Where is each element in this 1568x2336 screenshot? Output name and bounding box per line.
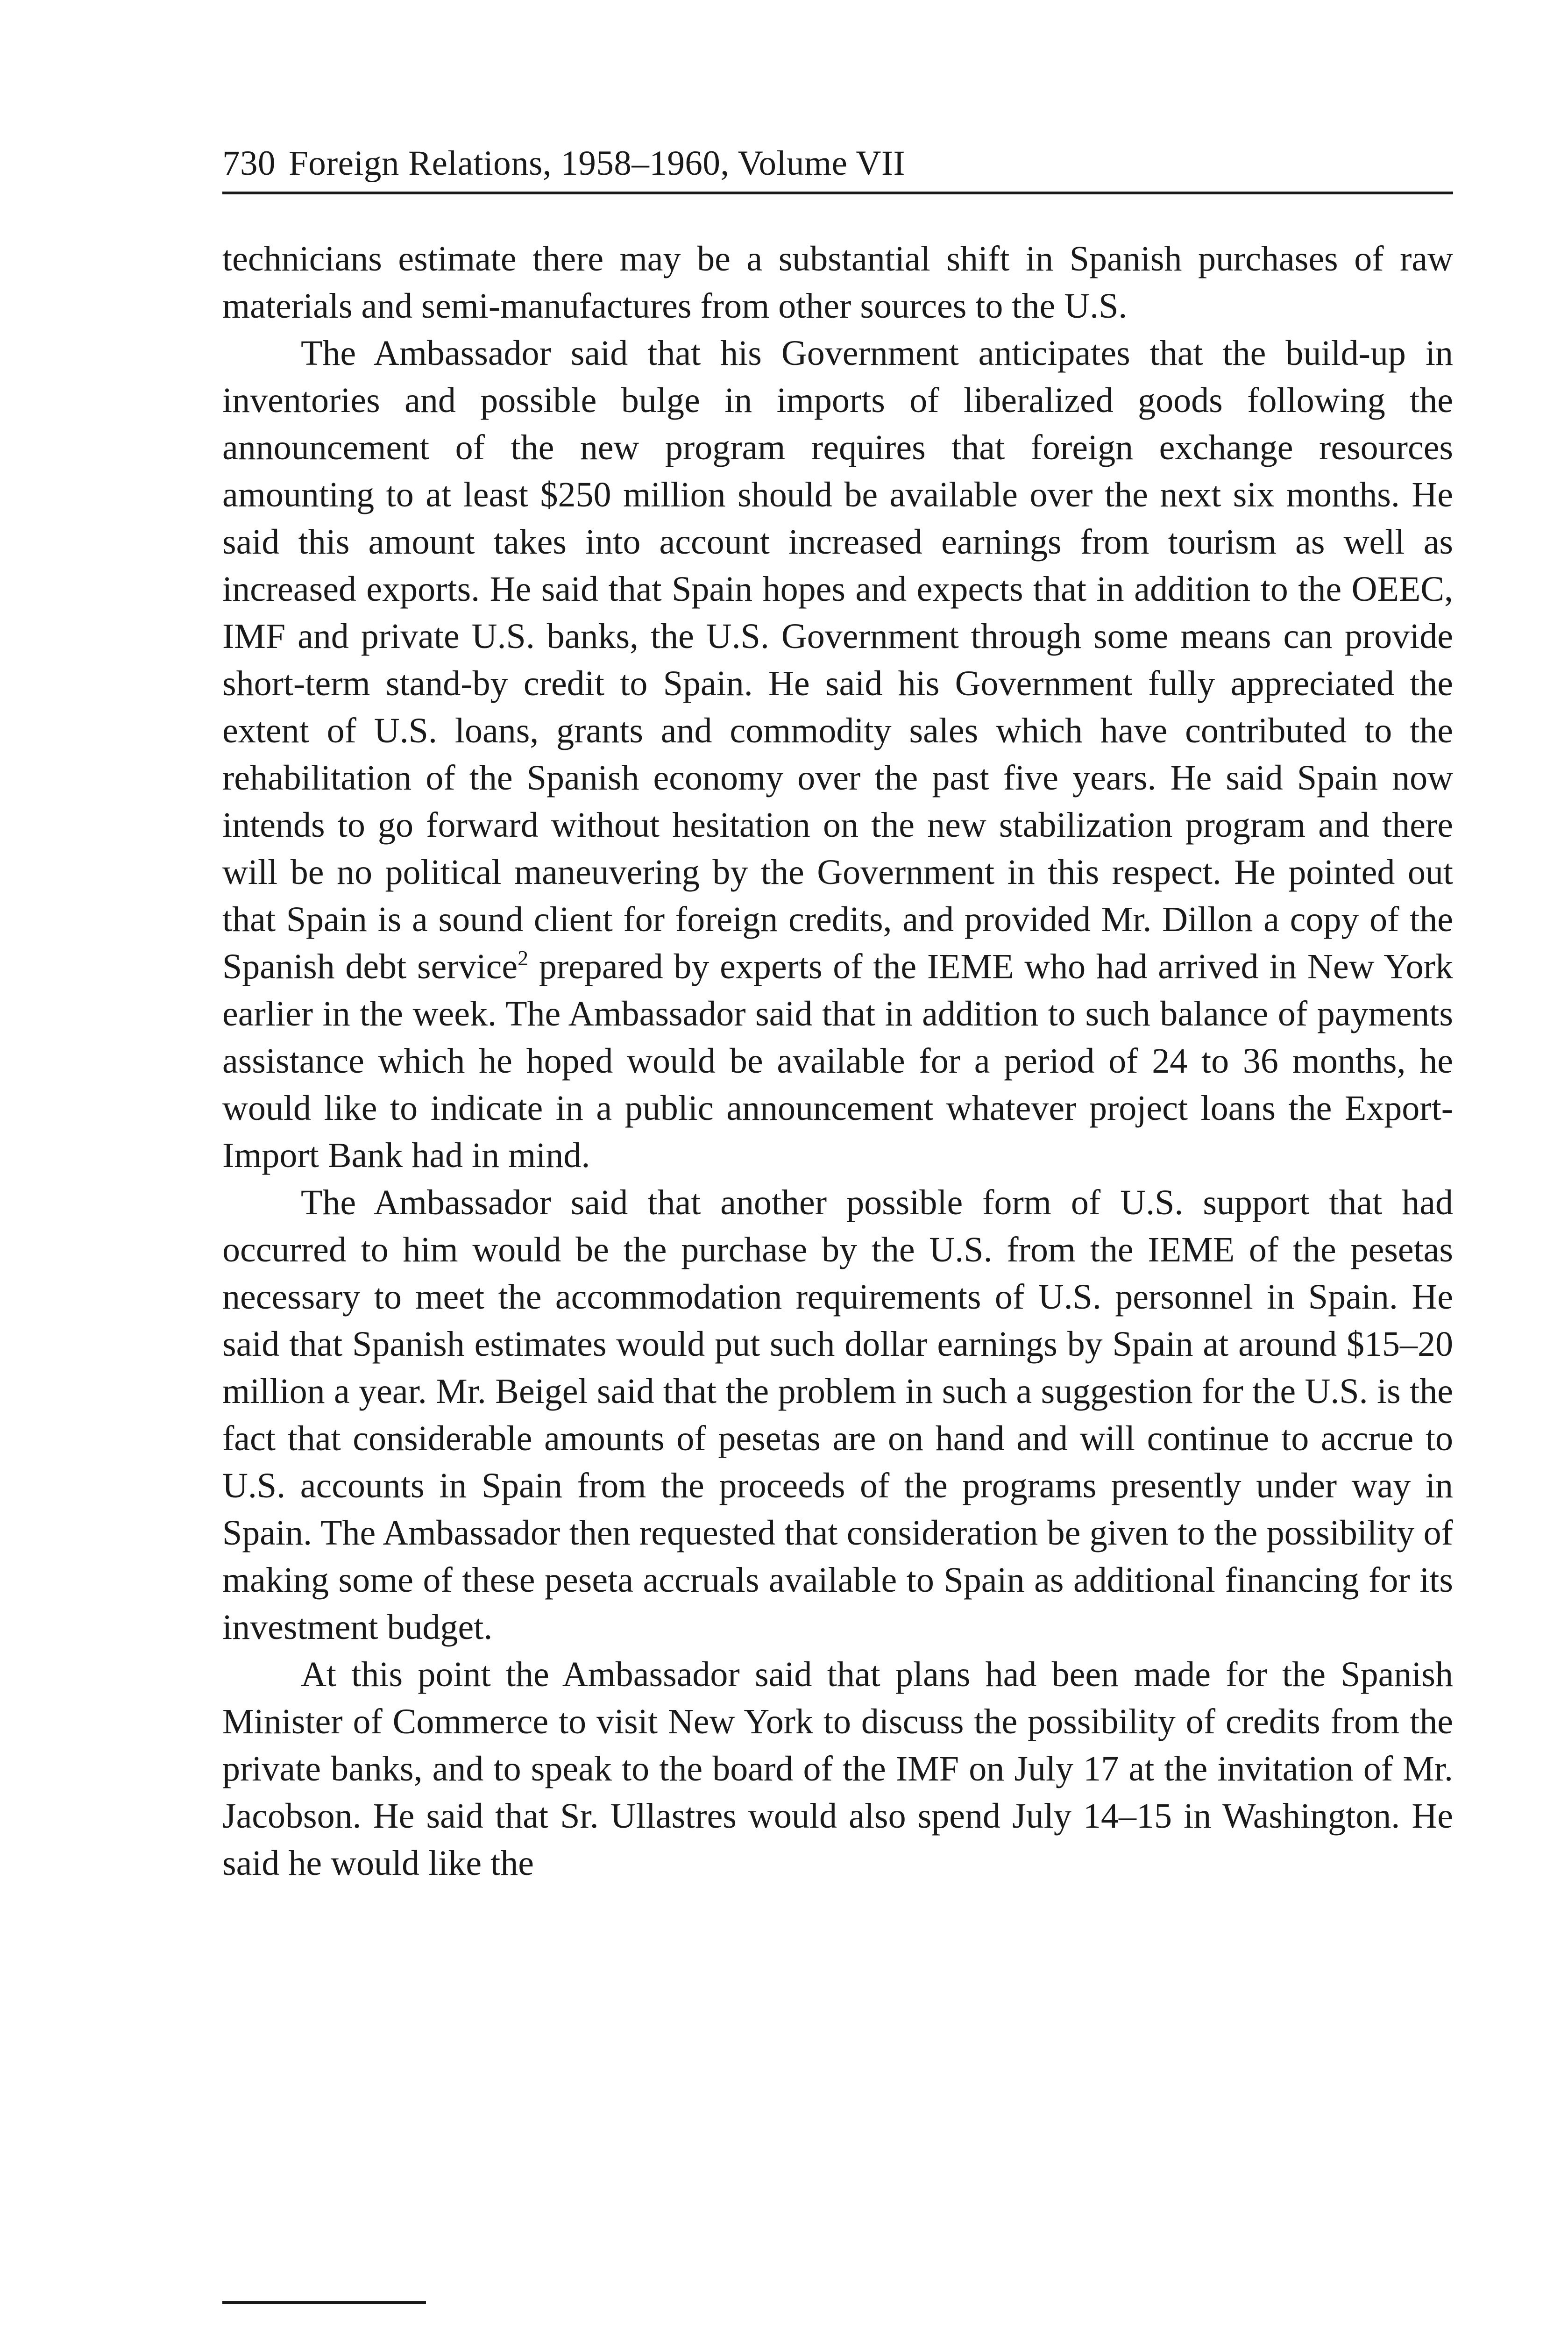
page	[222, 140, 1453, 1887]
paragraph-2-part-1: The Ambassador said that his Government anticipates that the build-up in inventories and possible bulge in imports of liberalized goods following the announcement of the new program requires that foreign exchange resources amounting to at least $250 million should be available over the next six months. He said this amount takes into account increased earnings from tourism as well as increased exports. He said that Spain hopes and expects that in addition to the OEEC, IMF and private U.S. banks, the U.S. Government through some means can provide short-term stand-by credit to Spain. He said his Government fully appreciated the extent of U.S. loans, grants and commodity sales which have contributed to the rehabilitation of the Spanish economy over the past five years. He said Spain now intends to go forward without hesitation on the new stabilization program and there will be no political maneuvering by the Government in this respect. He pointed out that Spain is a sound client for foreign credits, and provided Mr. Dillon a copy of the Spanish debt service	[222, 334, 1453, 986]
body-text	[222, 235, 1453, 1887]
paragraph-2	[222, 330, 1453, 1179]
book-title: Foreign Relations, 1958–1960, Volume VII	[289, 144, 905, 183]
running-head	[222, 140, 1453, 194]
paragraph-2-part-2: prepared by experts of the IEME who had arrived in New York earlier in the week. The Ambassador said that in addition to such balance of payments assistance which he hoped would be available for a period of 24 to 36 months, he would like to indicate in a public announcement whatever project loans the Export-Import Bank had in mind.	[222, 947, 1453, 1175]
footnote-reference: 2	[518, 946, 529, 970]
paragraph-1: technicians estimate there may be a substantial shift in Spanish purchases of raw materials and semi-manufactures from other sources to the U.S.	[222, 239, 1453, 326]
page-number: 730	[222, 144, 276, 183]
footnote-rule	[222, 2301, 426, 2304]
paragraph-4: At this point the Ambassador said that plans had been made for the Spanish Minister of Commerce to visit New York to discuss the possibility of credits from the private banks, and to speak to the board of the IMF on July 17 at the invitation of Mr. Jacobson. He said that Sr. Ullastres would also spend July 14–15 in Washington. He said he would like the	[222, 1655, 1453, 1883]
paragraph-3: The Ambassador said that another possible form of U.S. support that had occurred to him would be the purchase by the U.S. from the IEME of the pesetas necessary to meet the accommodation requirements of U.S. personnel in Spain. He said that Spanish estimates would put such dollar earnings by Spain at around $15–20 million a year. Mr. Beigel said that the problem in such a suggestion for the U.S. is the fact that considerable amounts of pesetas are on hand and will continue to accrue to U.S. accounts in Spain from the proceeds of the programs presently under way in Spain. The Ambassador then requested that consideration be given to the possibility of making some of these peseta accruals available to Spain as additional financing for its investment budget.	[222, 1183, 1453, 1647]
